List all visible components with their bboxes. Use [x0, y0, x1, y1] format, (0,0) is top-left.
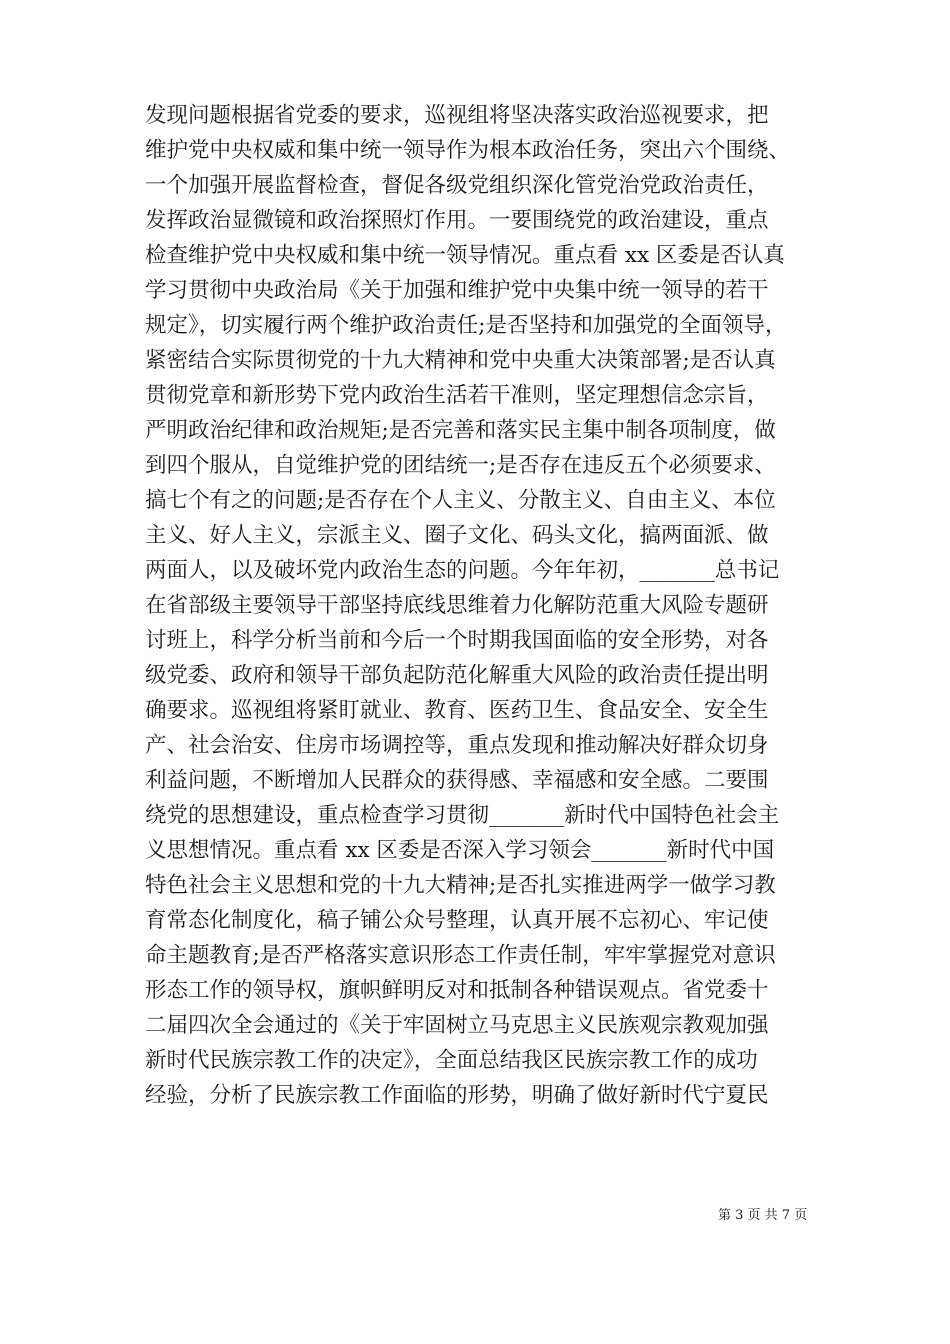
text-line: 贯彻党章和新形势下党内政治生活若干准则，坚定理想信念宗旨， — [145, 383, 769, 408]
text-line: 产、社会治安、住房市场调控等，重点发现和推动解决好群众切身 — [145, 733, 769, 758]
text-line: 到四个服从，自觉维护党的团结统一;是否存在违反五个必须要求、 — [145, 453, 776, 478]
text-line: 搞七个有之的问题;是否存在个人主义、分散主义、自由主义、本位 — [145, 488, 776, 513]
text-line: 主义、好人主义，宗派主义、圈子文化、码头文化，搞两面派、做 — [145, 523, 769, 548]
text-line: 规定》，切实履行两个维护政治责任;是否坚持和加强党的全面领导， — [145, 313, 787, 338]
text-line: 在省部级主要领导干部坚持底线思维着力化解防范重大风险专题研 — [145, 593, 769, 618]
text-line: 维护党中央权威和集中统一领导作为根本政治任务，突出六个围绕、 — [145, 138, 791, 163]
body-text — [145, 98, 835, 1113]
text-line: 形态工作的领导权，旗帜鲜明反对和抵制各种错误观点。省党委十 — [145, 978, 769, 1003]
text-line: 紧密结合实际贯彻党的十九大精神和党中央重大决策部署;是否认真 — [145, 348, 776, 373]
text-line: 学习贯彻中央政治局《关于加强和维护党中央集中统一领导的若干 — [145, 278, 769, 303]
text-line: 利益问题，不断增加人民群众的获得感、幸福感和安全感。二要围 — [145, 768, 769, 793]
text-line: 命主题教育;是否严格落实意识形态工作责任制，牢牢掌握党对意识 — [145, 943, 776, 968]
text-line: 两面人，以及破坏党内政治生态的问题。今年年初，_______总书记 — [145, 558, 780, 583]
text-line: 绕党的思想建设，重点检查学习贯彻_______新时代中国特色社会主 — [145, 803, 780, 828]
text-line: 发挥政治显微镜和政治探照灯作用。一要围绕党的政治建设，重点 — [145, 208, 769, 233]
text-line: 级党委、政府和领导干部负起防范化解重大风险的政治责任提出明 — [145, 663, 769, 688]
text-line: 严明政治纪律和政治规矩;是否完善和落实民主集中制各项制度，做 — [145, 418, 776, 443]
text-line: 确要求。巡视组将紧盯就业、教育、医药卫生、食品安全、安全生 — [145, 698, 769, 723]
text-line: 育常态化制度化，稿子铺公众号整理，认真开展不忘初心、牢记使 — [145, 908, 769, 933]
text-line: 发现问题根据省党委的要求，巡视组将坚决落实政治巡视要求，把 — [145, 103, 769, 128]
text-line: 检查维护党中央权威和集中统一领导情况。重点看 xx 区委是否认真 — [145, 243, 785, 268]
text-line: 经验，分析了民族宗教工作面临的形势，明确了做好新时代宁夏民 — [145, 1083, 769, 1108]
text-line: 新时代民族宗教工作的决定》，全面总结我区民族宗教工作的成功 — [145, 1048, 758, 1073]
text-line: 一个加强开展监督检查，督促各级党组织深化管党治党政治责任， — [145, 173, 769, 198]
text-line: 讨班上，科学分析当前和今后一个时期我国面临的安全形势，对各 — [145, 628, 769, 653]
text-line: 义思想情况。重点看 xx 区委是否深入学习领会_______新时代中国 — [145, 838, 775, 863]
text-line: 二届四次全会通过的《关于牢固树立马克思主义民族观宗教观加强 — [145, 1013, 769, 1038]
text-line: 特色社会主义思想和党的十九大精神;是否扎实推进两学一做学习教 — [145, 873, 776, 898]
page-footer: 第 3 页 共 7 页 — [718, 1208, 808, 1223]
